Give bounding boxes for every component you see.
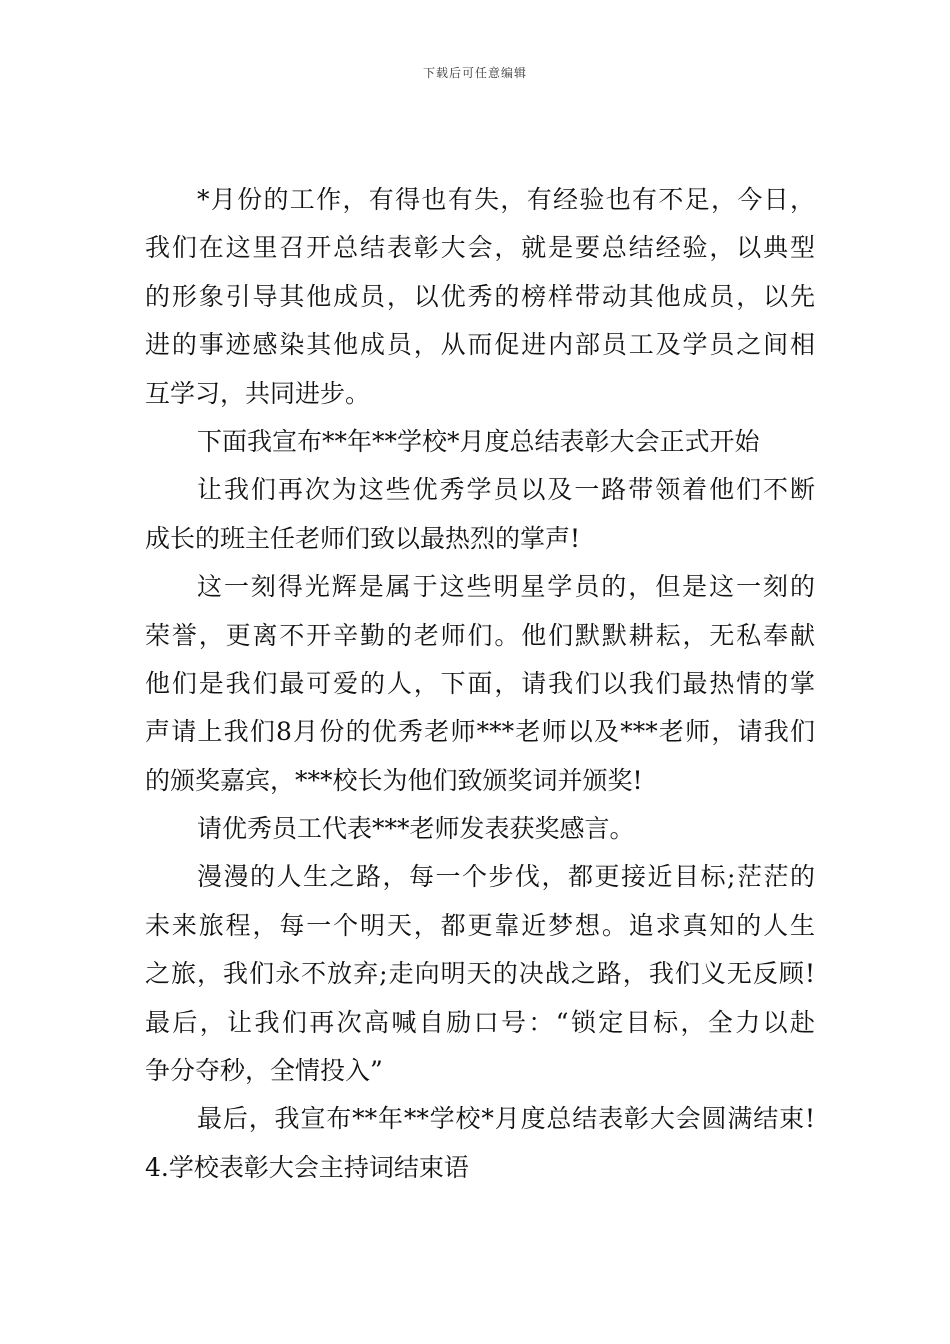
text-line: 他们是我们最可爱的人，下面，请我们以我们最热情的掌 [145,668,815,698]
text-line: 荣誉，更离不开辛勤的老师们。他们默默耕耘，无私奉献 [145,620,815,650]
page-header: 下载后可任意编辑 [422,66,527,80]
text-line: 下面我宣布**年**学校*月度总结表彰大会正式开始 [197,426,760,456]
text-line: 未来旅程，每一个明天，都更靠近梦想。追求真知的人生 [145,910,815,940]
text-line: 进的事迹感染其他成员，从而促进内部员工及学员之间相 [145,330,815,360]
text-line: 这一刻得光辉是属于这些明星学员的，但是这一刻的 [197,572,815,602]
text-line: *月份的工作，有得也有失，有经验也有不足，今日， [197,185,815,214]
text-line: 的颁奖嘉宾，***校长为他们致颁奖词并颁奖! [145,765,643,795]
text-line: 争分夺秒，全情投入” [145,1056,383,1086]
text-line: 的形象引导其他成员，以优秀的榜样带动其他成员，以先 [145,281,815,311]
text-line: 最后，我宣布**年**学校*月度总结表彰大会圆满结束! [197,1104,815,1134]
document-body [145,176,815,1192]
text-line: 声请上我们8月份的优秀老师***老师以及***老师，请我们 [145,717,815,747]
text-line: 4.学校表彰大会主持词结束语 [145,1152,469,1182]
text-line: 漫漫的人生之路，每一个步伐，都更接近目标;茫茫的 [197,862,815,892]
text-line: 之旅，我们永不放弃;走向明天的决战之路，我们义无反顾! [145,959,815,989]
text-line: 我们在这里召开总结表彰大会，就是要总结经验，以典型 [145,233,815,263]
text-line: 让我们再次为这些优秀学员以及一路带领着他们不断 [197,475,815,505]
text-line: 互学习，共同进步。 [145,378,371,408]
text-line: 请优秀员工代表***老师发表获奖感言。 [197,814,635,844]
text-line: 最后，让我们再次高喊自励口号：“锁定目标，全力以赴 [145,1007,815,1037]
text-line: 成长的班主任老师们致以最热烈的掌声! [145,523,581,553]
